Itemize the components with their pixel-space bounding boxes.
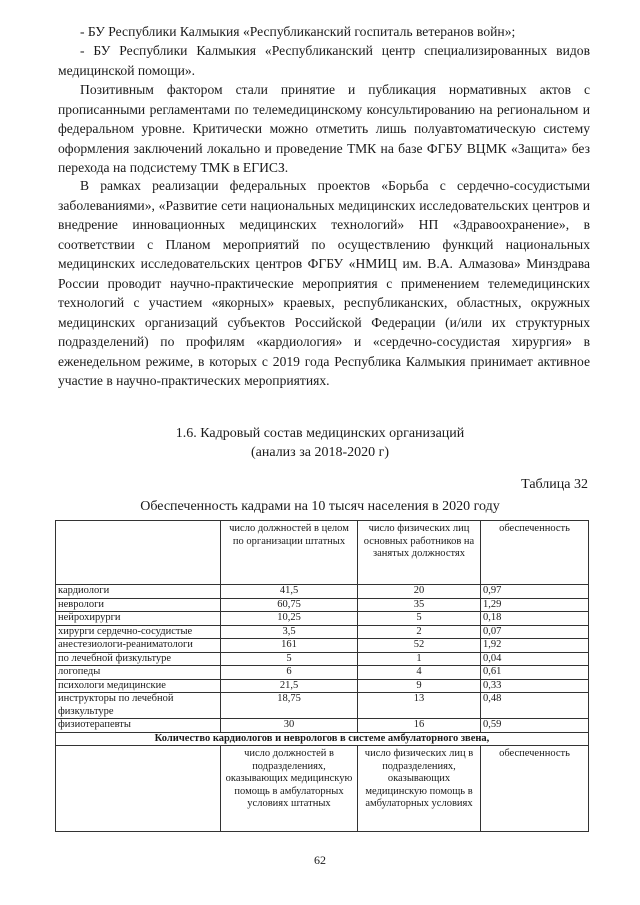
header2-empty-cell xyxy=(56,746,221,832)
row-persons: 16 xyxy=(358,719,481,733)
row-posts: 3,5 xyxy=(221,625,358,639)
row-ratio: 0,18 xyxy=(481,612,589,626)
row-posts: 21,5 xyxy=(221,679,358,693)
row-ratio: 0,61 xyxy=(481,666,589,680)
header-persons: число физических лиц основных работников на занятых должностях xyxy=(358,521,481,585)
row-ratio: 0,48 xyxy=(481,693,589,719)
row-name: кардиологи xyxy=(56,585,221,599)
staffing-table xyxy=(55,520,589,832)
row-posts: 5 xyxy=(221,652,358,666)
section-title: 1.6. Кадровый состав медицинских организаций xyxy=(175,426,465,441)
row-persons: 2 xyxy=(358,625,481,639)
row-name: инструкторы по лечебной физкультуре xyxy=(56,693,221,719)
row-ratio: 0,97 xyxy=(481,585,589,599)
row-persons: 1 xyxy=(358,652,481,666)
header-posts: число должностей в целом по организации штатных xyxy=(221,521,358,585)
row-name: хирурги сердечно-сосудистые xyxy=(56,625,221,639)
header2-posts: число должностей в подразделениях, оказывающих медицинскую помощь в амбулаторных условиях штатных xyxy=(221,746,358,832)
header2-persons: число физических лиц в подразделениях, оказывающих медицинскую помощь в амбулаторных условиях xyxy=(358,746,481,832)
table-label: Таблица 32 xyxy=(521,477,588,492)
paragraph-positive-factor: Позитивным фактором стали принятие и публикация нормативных актов с прописанными регламентами по телемедицинскому консультированию на региональном и федеральном уровне. Критически можно отметить лишь полуавтоматическую систему оформления заключений локально и проведение ТМК на базе ФГБУ ВЦМК «Защита» без перехода на подсистему ТМК в ЕГИСЗ. xyxy=(58,82,590,175)
row-persons: 35 xyxy=(358,598,481,612)
table-subheader: Количество кардиологов и неврологов в системе амбулаторного звена, xyxy=(56,732,589,746)
table-row xyxy=(56,598,589,612)
row-name: по лечебной физкультуре xyxy=(56,652,221,666)
row-name: психологи медицинские xyxy=(56,679,221,693)
table-header-row xyxy=(56,521,589,585)
row-posts: 30 xyxy=(221,719,358,733)
row-persons: 4 xyxy=(358,666,481,680)
header2-ratio: обеспеченность xyxy=(481,746,589,832)
row-posts: 18,75 xyxy=(221,693,358,719)
row-posts: 60,75 xyxy=(221,598,358,612)
row-posts: 41,5 xyxy=(221,585,358,599)
header-ratio: обеспеченность xyxy=(481,521,589,585)
table-row xyxy=(56,679,589,693)
table-row xyxy=(56,625,589,639)
row-ratio: 1,29 xyxy=(481,598,589,612)
row-ratio: 0,07 xyxy=(481,625,589,639)
table-row xyxy=(56,639,589,653)
row-ratio: 0,33 xyxy=(481,679,589,693)
paragraph-federal-projects: В рамках реализации федеральных проектов «Борьба с сердечно-сосудистыми заболеваниями», «Развитие сети национальных медицинских исследовательских центров и внедрение инновационных медицинских технологий» НП «Здравоохранение», в соответствии с Планом мероприятий по осуществлению функций национальных медицинских исследовательских центров ФГБУ «НМИЦ им. В.А. Алмазова» Минздрава России проводит научно-практические мероприятия с применением телемедицинских технологий с участием «якорных» краевых, республиканских, областных, окружных медицинских организаций субъектов Российской Федерации (и/или их структурных подразделений) по профилям «кардиология» и «сердечно-сосудистая хирургия» в еженедельном режиме, в которых с 2019 года Республика Калмыкия принимает активное участие в научно-практических мероприятиях. xyxy=(58,178,590,388)
table-row xyxy=(56,612,589,626)
header-empty-cell xyxy=(56,521,221,585)
row-posts: 161 xyxy=(221,639,358,653)
table-row xyxy=(56,693,589,719)
row-name: логопеды xyxy=(56,666,221,680)
table-row xyxy=(56,666,589,680)
row-name: анестезиологи-реаниматологи xyxy=(56,639,221,653)
row-posts: 10,25 xyxy=(221,612,358,626)
row-name: физиотерапевты xyxy=(56,719,221,733)
row-name: неврологи xyxy=(56,598,221,612)
row-persons: 5 xyxy=(358,612,481,626)
table-header-row-2 xyxy=(56,746,589,832)
row-ratio: 1,92 xyxy=(481,639,589,653)
table-subheader-row xyxy=(56,732,589,746)
page-number: 62 xyxy=(314,853,326,867)
row-persons: 20 xyxy=(358,585,481,599)
paragraph-hospital-veterans: - БУ Республики Калмыкия «Республиканский госпиталь ветеранов войн»; xyxy=(80,24,516,39)
table-row xyxy=(56,652,589,666)
paragraph-specialized-center: - БУ Республики Калмыкия «Республиканский центр специализированных видов медицинской помощи». xyxy=(58,43,590,78)
row-persons: 13 xyxy=(358,693,481,719)
section-subtitle: (анализ за 2018-2020 г) xyxy=(250,445,390,460)
table-caption: Обеспеченность кадрами на 10 тысяч населения в 2020 году xyxy=(140,499,500,514)
row-ratio: 0,04 xyxy=(481,652,589,666)
row-posts: 6 xyxy=(221,666,358,680)
row-name: нейрохирурги xyxy=(56,612,221,626)
row-ratio: 0,59 xyxy=(481,719,589,733)
table-row xyxy=(56,585,589,599)
row-persons: 52 xyxy=(358,639,481,653)
row-persons: 9 xyxy=(358,679,481,693)
table-row xyxy=(56,719,589,733)
